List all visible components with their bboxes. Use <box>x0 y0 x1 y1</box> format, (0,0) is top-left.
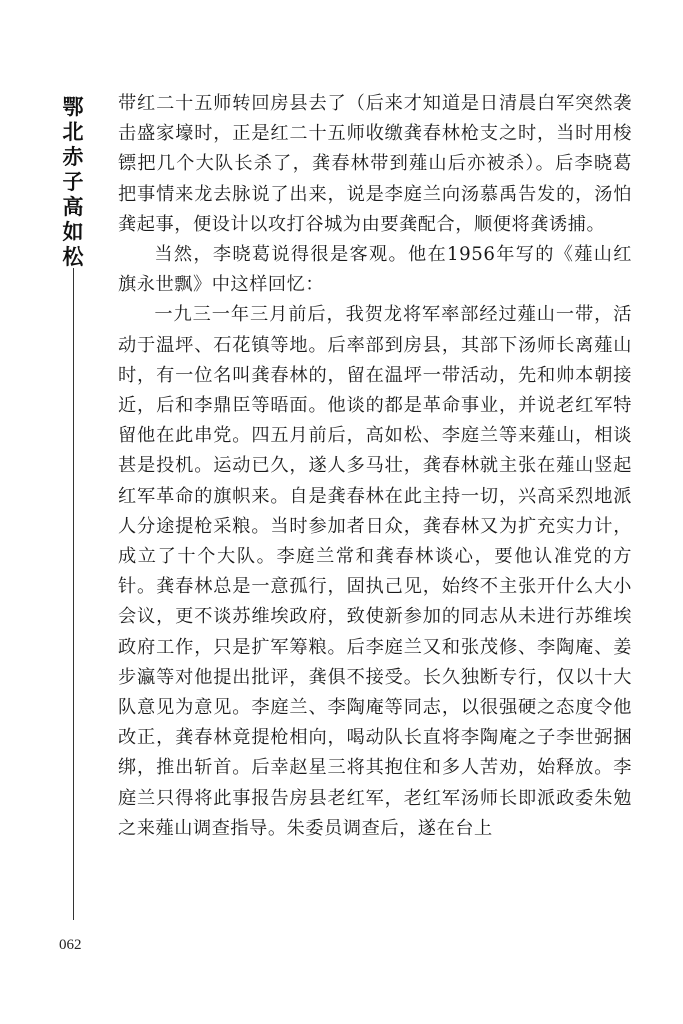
paragraph-quotation: 一九三一年三月前后，我贺龙将军率部经过薤山一带，活动于温坪、石花镇等地。后率部到房县，其部下汤师长离薤山时，有一位名叫龚春林的，留在温坪一带活动，先和帅本朝接近，后和李鼎臣等晤面。他谈的都是革命事业，并说老红军特留他在此串党。四五月前后，高如松、李庭兰等来薤山，相谈甚是投机。运动已久，遂人多马壮，龚春林就主张在薤山竖起红军革命的旗帜来。自是龚春林在此主持一切，兴高采烈地派人分途提枪采粮。当时参加者日众，龚春林又为扩充实力计，成立了十个大队。李庭兰常和龚春林谈心，要他认准党的方针。龚春林总是一意孤行，固执己见，始终不主张开什么大小会议，更不谈苏维埃政府，致使新参加的同志从未进行苏维埃政府工作，只是扩军筹粮。后李庭兰又和张茂修、李陶庵、姜步瀛等对他提出批评，龚俱不接受。长久独断专行，仅以十大队意见为意见。李庭兰、李陶庵等同志，以很强硬之态度令他改正，龚春林竟提枪相向，喝动队长直将李陶庵之子李世弼捆绑，推出斩首。后幸赵星三将其抱住和多人苦劝，始释放。李庭兰只得将此事报告房县老红军，老红军汤师长即派政委朱勉之来薤山调查指导。朱委员调查后，遂在台上 <box>118 304 632 839</box>
page-number: 062 <box>59 937 82 953</box>
margin-rule <box>73 268 74 920</box>
title-char: 如 <box>62 220 84 244</box>
title-char: 子 <box>62 170 84 194</box>
paragraph-intro-quote: 当然，李晓葛说得很是客观。他在1956年写的《薤山红旗永世飘》中这样回忆： <box>118 244 632 296</box>
paragraph-continuation: 带红二十五师转回房县去了（后来才知道是日清晨白军突然袭击盛家壕时，正是红二十五师收缴龚春林枪支之时，当时用梭镖把几个大队长杀了，龚春林带到薤山后亦被杀）。后李晓葛把事情来龙去脉说了出来，说是李庭兰向汤慕禹告发的，汤怕龚起事，便设计以攻打谷城为由要龚配合，顺便将龚诱捕。 <box>118 93 632 235</box>
body-text <box>118 89 632 844</box>
title-char: 高 <box>62 195 84 219</box>
title-char: 松 <box>62 245 84 269</box>
title-char: 赤 <box>62 145 84 169</box>
title-char: 鄂 <box>62 95 84 119</box>
running-book-title <box>58 95 88 270</box>
title-char: 北 <box>62 120 84 144</box>
